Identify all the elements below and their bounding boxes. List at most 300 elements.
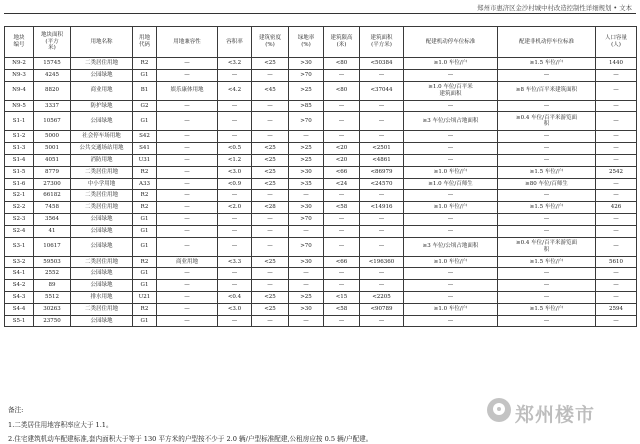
table-cell: S5-1	[5, 315, 34, 327]
table-cell: —	[289, 268, 324, 280]
table-cell: —	[324, 280, 360, 292]
table-cell: 27300	[34, 178, 71, 190]
table-cell: —	[404, 154, 498, 166]
table-cell: <90789	[360, 303, 404, 315]
table-cell: —	[360, 225, 404, 237]
table-cell: <3.3	[218, 256, 252, 268]
table-cell: <80	[324, 81, 360, 100]
table-cell: 10567	[34, 112, 71, 131]
table-cell: <3.0	[218, 166, 252, 178]
table-cell: —	[289, 280, 324, 292]
table-cell: —	[289, 225, 324, 237]
table-row	[5, 213, 637, 225]
table-cell: S4-4	[5, 303, 34, 315]
table-cell: S1-2	[5, 131, 34, 143]
table-row	[5, 268, 637, 280]
table-cell: —	[596, 131, 637, 143]
table-cell: —	[404, 315, 498, 327]
table-cell: 消防用地	[71, 154, 133, 166]
column-header: 地块面积 (平方 米)	[34, 27, 71, 58]
table-cell: —	[218, 225, 252, 237]
table-cell: G2	[133, 100, 157, 112]
table-cell: ≥3 车位/公顷占地面积	[404, 237, 498, 256]
table-row	[5, 178, 637, 190]
table-cell: >70	[289, 237, 324, 256]
table-row	[5, 154, 637, 166]
table-cell: —	[218, 237, 252, 256]
table-cell: S4-1	[5, 268, 34, 280]
table-cell: ≥1.5 车位/户	[498, 166, 596, 178]
table-cell: —	[252, 100, 289, 112]
table-cell: —	[360, 268, 404, 280]
table-cell: U31	[133, 154, 157, 166]
table-cell: 社会停车场用地	[71, 131, 133, 143]
table-cell: <25	[252, 166, 289, 178]
table-cell: —	[498, 315, 596, 327]
table-cell: <86979	[360, 166, 404, 178]
column-header: 用地兼容性	[157, 27, 218, 58]
table-cell: —	[252, 225, 289, 237]
table-cell: >35	[289, 178, 324, 190]
table-cell: S3-2	[5, 256, 34, 268]
table-cell: 2542	[596, 166, 637, 178]
table-cell: —	[360, 100, 404, 112]
table-cell: 公园绿地	[71, 268, 133, 280]
table-cell: G1	[133, 315, 157, 327]
table-cell: ≥1.0 车位/户	[404, 202, 498, 214]
table-cell: —	[360, 280, 404, 292]
table-cell: —	[596, 81, 637, 100]
table-cell: —	[404, 190, 498, 202]
table-cell: 5001	[34, 143, 71, 155]
table-cell: <0.5	[218, 143, 252, 155]
table-cell: ≥3 车位/公顷占地面积	[404, 112, 498, 131]
table-cell: —	[324, 100, 360, 112]
column-header: 绿地率 (%)	[289, 27, 324, 58]
table-cell: U21	[133, 291, 157, 303]
table-cell: <80	[324, 58, 360, 70]
column-header: 配建非机动停车位标准	[498, 27, 596, 58]
table-cell: N9-4	[5, 81, 34, 100]
table-cell: —	[157, 291, 218, 303]
table-cell: <2.0	[218, 202, 252, 214]
table-cell: —	[157, 131, 218, 143]
table-cell: —	[404, 100, 498, 112]
table-cell: >85	[289, 100, 324, 112]
table-cell: 426	[596, 202, 637, 214]
table-cell: S2-4	[5, 225, 34, 237]
table-cell: R2	[133, 166, 157, 178]
table-row	[5, 143, 637, 155]
table-cell: —	[157, 190, 218, 202]
table-cell: ≥1.5 车位/户	[498, 303, 596, 315]
table-cell: —	[157, 213, 218, 225]
table-cell: <14916	[360, 202, 404, 214]
table-cell: —	[498, 280, 596, 292]
table-cell: —	[324, 131, 360, 143]
table-row	[5, 58, 637, 70]
table-row	[5, 100, 637, 112]
table-cell: —	[157, 237, 218, 256]
column-header: 用地 代码	[133, 27, 157, 58]
table-cell: —	[157, 69, 218, 81]
table-cell: 二类居住用地	[71, 58, 133, 70]
table-cell: >70	[289, 112, 324, 131]
table-cell: 10617	[34, 237, 71, 256]
table-cell: ≥0.4 车位/百平米游览面 积	[498, 112, 596, 131]
table-row	[5, 69, 637, 81]
table-cell: N9-3	[5, 69, 34, 81]
table-cell: <20	[324, 143, 360, 155]
table-cell: 3564	[34, 213, 71, 225]
table-cell: —	[289, 190, 324, 202]
table-cell: 7458	[34, 202, 71, 214]
table-cell: —	[157, 315, 218, 327]
table-cell: 二类居住用地	[71, 166, 133, 178]
table-cell: —	[324, 225, 360, 237]
table-cell: 二类居住用地	[71, 202, 133, 214]
table-cell: —	[498, 225, 596, 237]
table-cell: <1.2	[218, 154, 252, 166]
table-cell: —	[324, 315, 360, 327]
table-cell: —	[324, 190, 360, 202]
table-cell: S1-4	[5, 154, 34, 166]
table-cell: 4245	[34, 69, 71, 81]
table-cell: ≥1.0 车位/百师生	[404, 178, 498, 190]
table-cell: ≥1.0 车位/百平米 建筑面积	[404, 81, 498, 100]
table-cell: G1	[133, 112, 157, 131]
table-cell: —	[498, 143, 596, 155]
table-cell: —	[218, 112, 252, 131]
table-cell: <58	[324, 202, 360, 214]
table-cell: —	[157, 178, 218, 190]
table-cell: —	[596, 237, 637, 256]
table-cell: S1-1	[5, 112, 34, 131]
table-cell: S2-1	[5, 190, 34, 202]
table-cell: —	[360, 69, 404, 81]
table-cell: —	[498, 69, 596, 81]
table-cell: >25	[289, 81, 324, 100]
table-cell: S1-6	[5, 178, 34, 190]
table-cell: —	[404, 225, 498, 237]
table-cell: <20	[324, 154, 360, 166]
table-cell: <4861	[360, 154, 404, 166]
table-cell: <50384	[360, 58, 404, 70]
table-cell: 商业用地	[157, 256, 218, 268]
table-cell: —	[157, 202, 218, 214]
table-cell: ≥1.0 车位/户	[404, 166, 498, 178]
table-cell: S2-2	[5, 202, 34, 214]
table-cell: —	[498, 154, 596, 166]
table-cell: 2552	[34, 268, 71, 280]
table-cell: —	[498, 190, 596, 202]
table-cell: —	[596, 225, 637, 237]
table-cell: —	[324, 213, 360, 225]
table-cell: —	[218, 190, 252, 202]
table-cell: —	[596, 154, 637, 166]
watermark	[487, 398, 637, 424]
table-cell: <28	[252, 202, 289, 214]
table-cell: >30	[289, 166, 324, 178]
table-cell: 二类居住用地	[71, 190, 133, 202]
table-cell: —	[218, 315, 252, 327]
table-cell: <2205	[360, 291, 404, 303]
table-cell: —	[404, 69, 498, 81]
column-header: 用地名称	[71, 27, 133, 58]
table-cell: R2	[133, 202, 157, 214]
table-cell: 8779	[34, 166, 71, 178]
table-cell: 公园绿地	[71, 112, 133, 131]
table-cell: —	[596, 112, 637, 131]
table-cell: 公园绿地	[71, 315, 133, 327]
table-cell: —	[596, 315, 637, 327]
table-cell: —	[596, 69, 637, 81]
table-cell: —	[596, 280, 637, 292]
table-cell: 23750	[34, 315, 71, 327]
table-cell: R2	[133, 303, 157, 315]
table-cell: —	[324, 112, 360, 131]
table-row	[5, 225, 637, 237]
table-cell: 防护绿地	[71, 100, 133, 112]
table-row	[5, 303, 637, 315]
table-cell: —	[404, 268, 498, 280]
table-cell: 41	[34, 225, 71, 237]
table-cell: G1	[133, 237, 157, 256]
table-cell: 5512	[34, 291, 71, 303]
table-cell: —	[360, 315, 404, 327]
table-cell: —	[218, 268, 252, 280]
table-cell: —	[218, 100, 252, 112]
table-cell: <0.9	[218, 178, 252, 190]
table-cell: —	[157, 166, 218, 178]
table-cell: 中小学用地	[71, 178, 133, 190]
table-cell: —	[218, 213, 252, 225]
table-cell: <4.2	[218, 81, 252, 100]
table-cell: ≥1.5 车位/户	[498, 202, 596, 214]
table-cell: <25	[252, 303, 289, 315]
table-cell: —	[596, 100, 637, 112]
table-cell: —	[324, 237, 360, 256]
table-cell: —	[360, 237, 404, 256]
table-cell: —	[498, 291, 596, 303]
table-cell: —	[252, 131, 289, 143]
table-cell: —	[157, 58, 218, 70]
table-row	[5, 237, 637, 256]
table-cell: —	[289, 315, 324, 327]
column-header: 建筑限高 (米)	[324, 27, 360, 58]
table-cell: <2501	[360, 143, 404, 155]
table-cell: ≥0.4 车位/百平米游览面 积	[498, 237, 596, 256]
table-cell: —	[596, 291, 637, 303]
table-body	[5, 58, 637, 327]
table-cell: —	[252, 112, 289, 131]
table-cell: —	[498, 213, 596, 225]
table-cell: ≥80 车位/百师生	[498, 178, 596, 190]
table-cell: >25	[289, 143, 324, 155]
table-row	[5, 131, 637, 143]
table-cell: >30	[289, 303, 324, 315]
table-cell: S1-3	[5, 143, 34, 155]
table-cell: —	[157, 154, 218, 166]
table-cell: —	[218, 280, 252, 292]
watermark-text: 郑州楼市	[515, 404, 596, 426]
table-cell: <25	[252, 256, 289, 268]
table-cell: —	[360, 131, 404, 143]
table-cell: —	[596, 213, 637, 225]
note-item-2: 2.住宅建筑机动车配建标准,套内面积大于等于 130 平方米的户型按不少于 2.0 辆/户型标准配建,公租房应按 0.5 辆/户配建。	[8, 435, 373, 443]
table-cell: —	[157, 100, 218, 112]
table-row	[5, 81, 637, 100]
table-cell: —	[252, 213, 289, 225]
table-cell: >25	[289, 154, 324, 166]
table-cell: <45	[252, 81, 289, 100]
table-cell: <66	[324, 166, 360, 178]
table-cell: <196360	[360, 256, 404, 268]
table-cell: ≥8 车位/百平米建筑面积	[498, 81, 596, 100]
table-cell: ≥1.5 车位/户	[498, 256, 596, 268]
table-cell: B1	[133, 81, 157, 100]
table-cell: R2	[133, 256, 157, 268]
table-cell: 89	[34, 280, 71, 292]
table-cell: —	[252, 190, 289, 202]
column-header: 人口容量 (人)	[596, 27, 637, 58]
table-cell: 8820	[34, 81, 71, 100]
table-cell: S41	[133, 143, 157, 155]
table-cell: —	[596, 143, 637, 155]
table-cell: 公共交通场站用地	[71, 143, 133, 155]
table-cell: S42	[133, 131, 157, 143]
table-cell: —	[596, 190, 637, 202]
table-row	[5, 256, 637, 268]
table-cell: —	[404, 143, 498, 155]
table-cell: S2-3	[5, 213, 34, 225]
table-cell: ≥1.5 车位/户	[498, 58, 596, 70]
table-cell: <58	[324, 303, 360, 315]
table-cell: 娱乐康体用地	[157, 81, 218, 100]
table-cell: >30	[289, 202, 324, 214]
land-use-table	[4, 26, 637, 327]
table-cell: 3337	[34, 100, 71, 112]
table-cell: <66	[324, 256, 360, 268]
table-cell: <37044	[360, 81, 404, 100]
table-cell: —	[324, 268, 360, 280]
column-header: 容积率	[218, 27, 252, 58]
table-cell: 30263	[34, 303, 71, 315]
table-cell: <24570	[360, 178, 404, 190]
table-cell: —	[252, 315, 289, 327]
table-cell: <25	[252, 154, 289, 166]
column-header: 地块 编号	[5, 27, 34, 58]
table-cell: G1	[133, 69, 157, 81]
table-row	[5, 112, 637, 131]
table-cell: —	[498, 131, 596, 143]
table-cell: 公园绿地	[71, 280, 133, 292]
table-cell: ≥1.0 车位/户	[404, 58, 498, 70]
table-cell: >30	[289, 256, 324, 268]
table-cell: —	[252, 280, 289, 292]
table-cell: 5000	[34, 131, 71, 143]
header-title: 郑州市惠济区金沙村城中村改造控制性详细规划 • 文本	[477, 4, 632, 12]
table-cell: 15745	[34, 58, 71, 70]
table-cell: <0.4	[218, 291, 252, 303]
table-cell: <24	[324, 178, 360, 190]
table-header-row	[5, 27, 637, 58]
table-cell: 59503	[34, 256, 71, 268]
table-cell: <3.0	[218, 303, 252, 315]
table-cell: 66182	[34, 190, 71, 202]
swirl-logo-icon	[487, 398, 511, 422]
table-cell: A33	[133, 178, 157, 190]
table-cell: —	[498, 268, 596, 280]
table-cell: G1	[133, 268, 157, 280]
table-cell: —	[360, 190, 404, 202]
table-cell: —	[157, 280, 218, 292]
table-cell: R2	[133, 190, 157, 202]
column-header: 建筑密度 (%)	[252, 27, 289, 58]
table-cell: —	[157, 225, 218, 237]
note-item-1: 1.二类居住用地容积率应大于 1.1。	[8, 421, 113, 429]
table-cell: 2594	[596, 303, 637, 315]
column-header: 配建机动停车位标准	[404, 27, 498, 58]
document-header	[0, 0, 640, 16]
table-cell: —	[157, 268, 218, 280]
table-cell: N9-5	[5, 100, 34, 112]
table-cell: —	[404, 291, 498, 303]
table-cell: —	[360, 213, 404, 225]
table-cell: —	[498, 100, 596, 112]
table-cell: S3-1	[5, 237, 34, 256]
table-cell: S1-5	[5, 166, 34, 178]
table-row	[5, 280, 637, 292]
table-cell: <25	[252, 291, 289, 303]
table-cell: 公园绿地	[71, 213, 133, 225]
table-cell: 4051	[34, 154, 71, 166]
table-cell: —	[289, 131, 324, 143]
table-cell: 二类居住用地	[71, 303, 133, 315]
table-cell: —	[596, 268, 637, 280]
table-cell: —	[596, 178, 637, 190]
table-cell: S4-2	[5, 280, 34, 292]
table-cell: G1	[133, 280, 157, 292]
table-cell: —	[324, 69, 360, 81]
table-cell: —	[218, 131, 252, 143]
table-cell: —	[157, 143, 218, 155]
table-cell: —	[218, 69, 252, 81]
table-cell: —	[404, 280, 498, 292]
header-rule	[4, 13, 636, 14]
table-cell: <25	[252, 143, 289, 155]
table-cell: 公园绿地	[71, 225, 133, 237]
table-cell: <25	[252, 178, 289, 190]
table-cell: >25	[289, 291, 324, 303]
table-cell: —	[157, 303, 218, 315]
table-row	[5, 190, 637, 202]
table-cell: G1	[133, 213, 157, 225]
table-cell: 二类居住用地	[71, 256, 133, 268]
table-row	[5, 291, 637, 303]
table-cell: —	[404, 213, 498, 225]
table-cell: <15	[324, 291, 360, 303]
table-cell: 1440	[596, 58, 637, 70]
table-cell: <25	[252, 58, 289, 70]
table-row	[5, 315, 637, 327]
table-cell: R2	[133, 58, 157, 70]
table-cell: 排水用地	[71, 291, 133, 303]
table-cell: S4-3	[5, 291, 34, 303]
table-row	[5, 202, 637, 214]
table-cell: >70	[289, 213, 324, 225]
table-cell: —	[404, 131, 498, 143]
